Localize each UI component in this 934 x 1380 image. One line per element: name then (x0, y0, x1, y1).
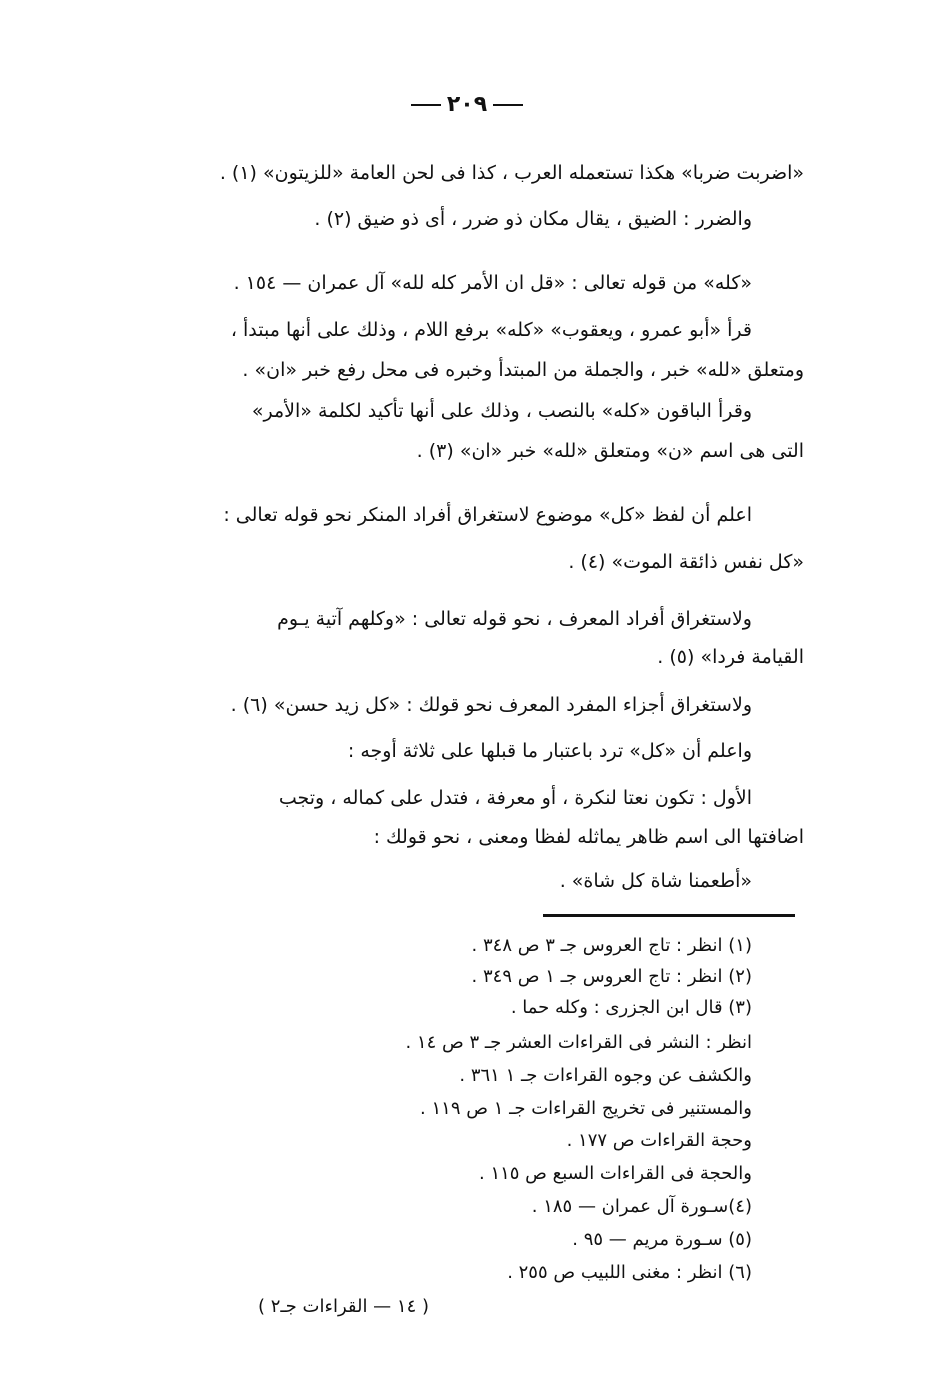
body-line: اعلم أن لفظ «كل» موضوع لاستغراق أفراد المنكر نحو قوله تعالى : (223, 504, 752, 526)
page-number-text: ٢٠٩ (446, 92, 488, 117)
body-line: «أطعمنا شاة كل شاة» . (559, 870, 752, 892)
footnote: انظر : النشر فى القراءات العشر جـ ٣ ص ١٤ . (405, 1032, 752, 1053)
body-line: الأول : تكون نعتا لنكرة ، أو معرفة ، فتدل على كماله ، وتجب (278, 787, 752, 809)
footnote: (٢) انظر : تاج العروس جـ ١ ص ٣٤٩ . (471, 966, 752, 987)
footnote: (٤)سـورة آل عمران — ١٨٥ . (531, 1196, 752, 1217)
body-line: ومتعلق «لله» خبر ، والجملة من المبتدأ وخبره فى محل رفع خبر «ان» . (242, 359, 804, 381)
body-line: اضافتها الى اسم ظاهر يماثله لفظا ومعنى ، نحو قولك : (373, 826, 804, 848)
footnote: والكشف عن وجوه القراءات جـ ١ ٣٦١ . (459, 1065, 752, 1086)
page-number (0, 92, 934, 117)
body-line: «اضربت ضربا» هكذا تستعمله العرب ، كذا فى لحن العامة «للزيتون» (١) . (219, 162, 804, 184)
footnote: والمستنير فى تخريج القراءات جـ ١ ص ١١٩ . (420, 1098, 752, 1119)
signature-mark: ( ١٤ — القراءات جـ٢ ) (257, 1296, 429, 1317)
body-line: التى هى اسم «ن» ومتعلق «لله» خبر «ان» (٣) . (416, 440, 804, 462)
footnote: والحجة فى القراءات السبع ص ١١٥ . (478, 1163, 752, 1184)
body-line: القيامة فردا» (٥) . (657, 646, 804, 668)
footnote: (٣) قال ابن الجزرى : وكله حما . (510, 997, 752, 1018)
footnote: (٦) انظر : مغنى اللبيب ص ٢٥٥ . (507, 1262, 752, 1283)
header-dash-left (411, 104, 441, 106)
body-line: «كل نفس ذائقة الموت» (٤) . (568, 551, 804, 573)
body-line: واعلم أن «كل» ترد باعتبار ما قبلها على ثلاثة أوجه : (347, 740, 752, 762)
body-line: وقرأ الباقون «كله» بالنصب ، وذلك على أنها تأكيد لكلمة «الأمر» (251, 400, 752, 422)
footnote: وحجة القراءات ص ١٧٧ . (566, 1130, 752, 1151)
footnote: (١) انظر : تاج العروس جـ ٣ ص ٣٤٨ . (471, 935, 752, 956)
body-line: قرأ «أبو عمرو ، ويعقوب» «كله» برفع اللام ، وذلك على أنها مبتدأ ، (230, 319, 752, 341)
body-line: ولاستغراق أفراد المعرف ، نحو قوله تعالى : «وكلهم آتية يـوم (277, 608, 752, 630)
body-line: ولاستغراق أجزاء المفرد المعرف نحو قولك : «كل زيد حسن» (٦) . (230, 694, 752, 716)
footnote: (٥) سـورة مريم — ٩٥ . (572, 1229, 752, 1250)
body-line: والضرر : الضيق ، يقال مكان ذو ضرر ، أى ذو ضيق (٢) . (314, 208, 752, 230)
header-dash-right (493, 104, 523, 106)
body-line: «كله» من قوله تعالى : «قل ان الأمر كله لله» آل عمران — ١٥٤ . (233, 272, 752, 294)
footnote-separator (543, 914, 795, 917)
